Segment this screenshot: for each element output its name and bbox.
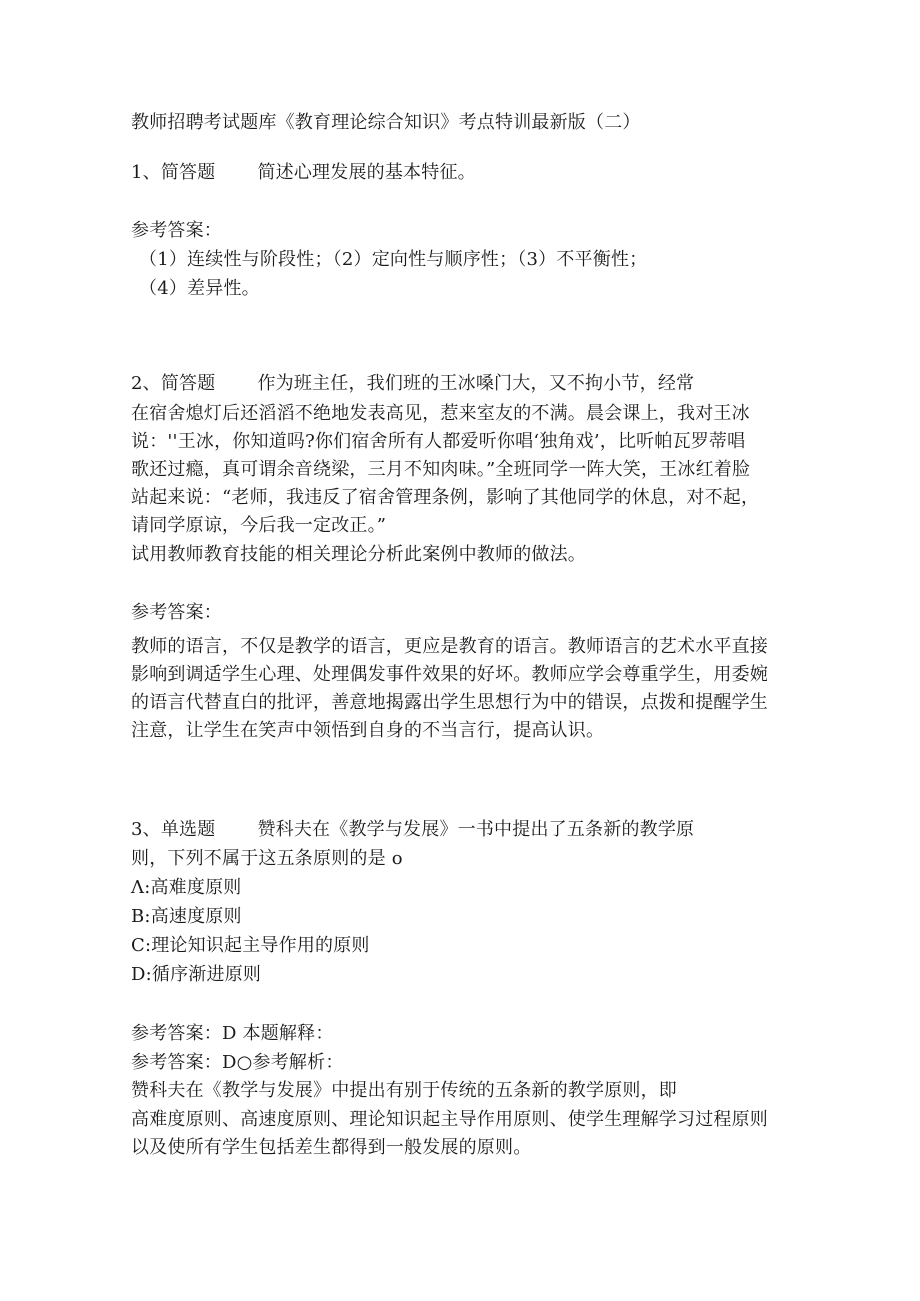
q2-header: 2、简答题 [131,373,216,394]
q2-line [131,373,694,395]
q1-answer-line: （1）连续性与阶段性；（2）定向性与顺序性；（3）不平衡性； [139,249,648,270]
q1-answer-label: 参考答案： [131,220,222,241]
q3-option-c: C:理论知识起主导作用的原则 [131,935,370,956]
q3-option-d: D:循序渐进原则 [131,964,262,985]
q2-answer-line: 注意，让学生在笑声中领悟到自身的不当言行，提高认识。 [131,720,605,741]
q2-question-first: 作为班主任，我们班的王冰嗓门大，又不拘小节，经常 [257,373,695,394]
q1-line [131,162,476,184]
q3-explanation-line: 赞科夫在《教学与发展》中提出有别于传统的五条新的教学原则，即 [131,1080,677,1101]
q1-answer-line: （4）差异性。 [139,278,260,299]
q3-line [131,819,694,841]
q2-answer-label: 参考答案： [131,602,222,623]
q3-explanation-line: 以及使所有学生包括差生都得到一般发展的原则。 [131,1137,532,1158]
q2-answer-line: 教师的语言，不仅是教学的语言，更应是教育的语言。教师语言的艺术水平直接 [131,636,768,657]
q3-answer-line: 参考答案：D 本题解释： [131,1023,334,1044]
q2-question-line: 请同学原谅，今后我一定改正。” [131,515,387,536]
q3-header: 3、单选题 [131,819,216,840]
q2-question-line: 站起来说：“老师，我违反了宿舍管理条例，影响了其他同学的休息，对不起， [131,487,760,508]
document-title: 教师招聘考试题库《教育理论综合知识》考点特训最新版（二） [131,112,641,133]
q2-question-line: 在宿舍熄灯后还滔滔不绝地发表高见，惹来室友的不满。晨会课上，我对王冰 [131,403,750,424]
q2-answer-line: 的语言代替直白的批评，善意地揭露出学生思想行为中的错误，点拨和提醒学生 [131,692,768,713]
q1-header: 1、简答题 [131,162,216,183]
q3-question-first: 赞科夫在《教学与发展》一书中提出了五条新的教学原 [257,819,695,840]
q2-question-line: 歌还过瘾，真可谓余音绕梁，三月不知肉味。”全班同学一阵大笑，王冰红着脸 [131,459,751,480]
q2-question-line: 说：''王冰，你知道吗?你们宿舍所有人都爱听你唱‘独角戏’，比听帕瓦罗蒂唱 [131,431,746,452]
q3-option-a: Λ:高难度原则 [131,877,242,898]
q3-explanation-line: 高难度原则、高速度原则、理论知识起主导作用原则、使学生理解学习过程原则 [131,1109,768,1130]
q3-option-b: B:高速度原则 [131,906,242,927]
q1-question: 简述心理发展的基本特征。 [257,162,476,183]
q2-question-line: 试用教师教育技能的相关理论分析此案例中教师的做法。 [131,544,586,565]
q3-question-line: 则，下列不属于这五条原则的是 o [131,848,403,869]
q2-answer-line: 影响到调适学生心理、处理偶发事件效果的好坏。教师应学会尊重学生，用委婉 [131,664,768,685]
q3-answer-line: 参考答案：D○参考解析： [131,1052,344,1073]
